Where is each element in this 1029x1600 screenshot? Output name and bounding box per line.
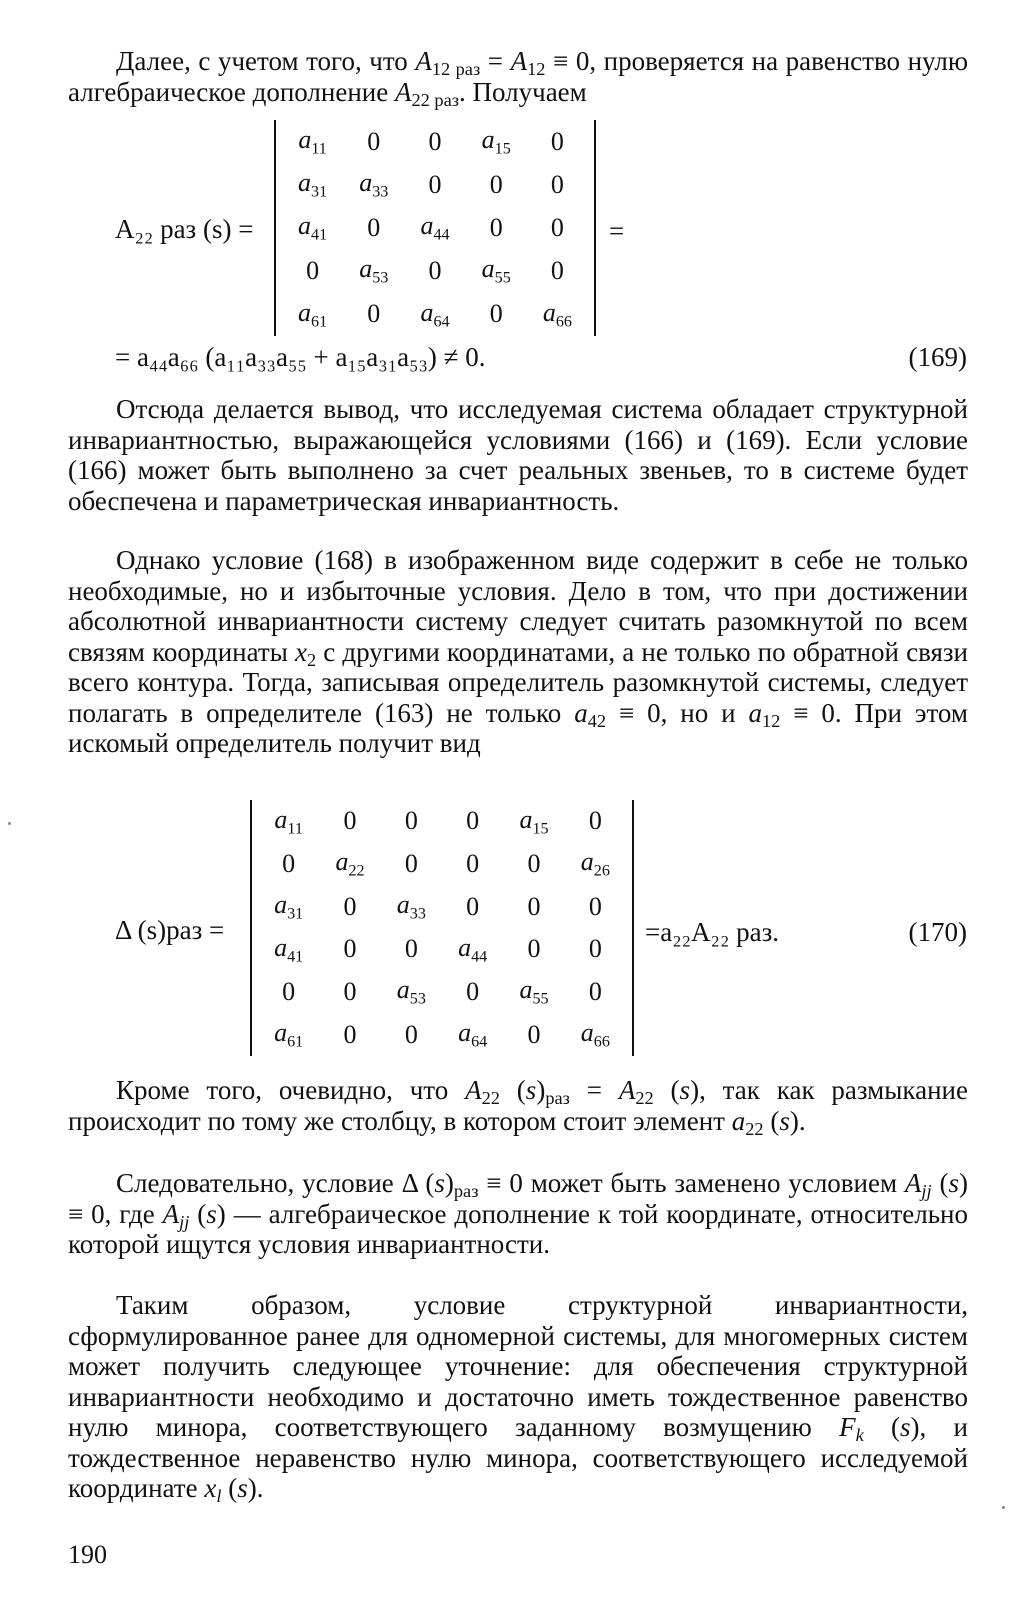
matrix-cell: 0 bbox=[588, 976, 602, 1006]
matrix-cell: 0 bbox=[527, 891, 541, 921]
page-number: 190 bbox=[68, 1540, 107, 1569]
matrix-cell: 0 bbox=[282, 848, 296, 878]
matrix-cell: 0 bbox=[550, 126, 564, 156]
matrix-cell: $a_{33}$ bbox=[359, 167, 389, 201]
matrix-cell: $a_{41}$ bbox=[298, 211, 328, 244]
matrix-cell: $a_{61}$ bbox=[298, 297, 328, 331]
matrix-cell: $a_{33}$ bbox=[396, 889, 426, 923]
matrix-cell: $a_{44}$ bbox=[458, 932, 488, 966]
paragraph-moreover: Кроме того, очевидно, что $A_{22}$ $(s)_{раз} = A_{22}$ (s), так как размыкание происходит по тому же столбцу, в котором стоит элемент $a_{22}$ (s). bbox=[68, 1075, 968, 1139]
formula-a12raz: A bbox=[415, 46, 432, 76]
determinant-170 bbox=[250, 800, 634, 1056]
matrix-cell: $a_{44}$ bbox=[420, 211, 450, 244]
matrix-cell: 0 bbox=[466, 806, 480, 836]
matrix-cell: 0 bbox=[404, 806, 418, 836]
eq170-rhs: =a₂₂A₂₂ раз. bbox=[645, 917, 780, 947]
matrix-cell: $a_{64}$ bbox=[458, 1017, 488, 1051]
matrix-cell: 0 bbox=[588, 934, 602, 964]
matrix-cell: 0 bbox=[282, 976, 296, 1006]
matrix-cell: 0 bbox=[367, 299, 381, 329]
formula-a22raz: A bbox=[394, 76, 412, 107]
matrix-cell: 0 bbox=[550, 212, 564, 242]
matrix-cell: $a_{15}$ bbox=[481, 124, 511, 158]
matrix-cell: 0 bbox=[550, 169, 564, 199]
matrix-cell: 0 bbox=[367, 126, 381, 156]
matrix-cell: 0 bbox=[489, 169, 503, 199]
matrix-cell: 0 bbox=[466, 891, 480, 921]
equation-number-170: (170) bbox=[908, 917, 967, 947]
matrix-cell: 0 bbox=[489, 299, 503, 329]
matrix-cell: 0 bbox=[428, 126, 442, 156]
matrix-cell: $a_{11}$ bbox=[298, 124, 327, 158]
matrix-cell: $a_{11}$ bbox=[274, 804, 303, 838]
paragraph-summary: Таким образом, условие структурной инвариантности, сформулированное ранее для одномерной системы, для многомерных систем может получить следующее уточнение: для обеспечения структурной инвариантности необходимо и достаточно иметь тождественное равенство нулю минора, соответствующего заданному возмущению $F_k$ (s), и тождественное неравенство нулю минора, соответствующего исследуемой координате $x_l$ (s). bbox=[68, 1290, 968, 1507]
eq169-result: = a₄₄a₆₆ (a₁₁a₃₃a₅₅ + a₁₅a₃₁a₅₃) ≠ 0. bbox=[115, 342, 486, 372]
matrix-cell: $a_{64}$ bbox=[420, 297, 450, 331]
equation-number-169: (169) bbox=[908, 342, 967, 372]
scan-speck bbox=[8, 822, 11, 825]
paragraph-intro: Далее, с учетом того, что $A_{12 раз} = A_{12} \equiv 0$, проверяется на равенство нулю алгебраическое дополнение $A_{22 раз}$. Получаем bbox=[68, 46, 969, 110]
matrix-cell: 0 bbox=[404, 1019, 418, 1049]
matrix-cell: 0 bbox=[428, 169, 442, 199]
matrix-cell: $a_{61}$ bbox=[274, 1017, 304, 1051]
matrix-cell: $a_{66}$ bbox=[580, 1017, 610, 1051]
matrix-cell: $a_{55}$ bbox=[481, 254, 511, 288]
matrix-cell: 0 bbox=[527, 1019, 541, 1049]
determinant-169 bbox=[274, 120, 596, 336]
matrix-cell: 0 bbox=[343, 934, 357, 964]
scan-speck bbox=[1002, 1506, 1005, 1509]
matrix-cell: 0 bbox=[466, 976, 480, 1006]
matrix-cell: 0 bbox=[527, 934, 541, 964]
matrix-cell: $a_{22}$ bbox=[335, 847, 365, 880]
matrix-cell: $a_{53}$ bbox=[359, 254, 389, 288]
matrix-cell: 0 bbox=[343, 806, 357, 836]
matrix-cell: $a_{55}$ bbox=[519, 975, 549, 1008]
matrix-cell: $a_{26}$ bbox=[580, 847, 610, 880]
paragraph-therefore: Следовательно, условие Δ $(s)_{раз} \equiv 0$ может быть заменено условием $A_{jj}$ (s) ≡ 0, где $A_{jj}$ (s) — алгебраическое дополнение к той координате, относительно которой ищутся условия инвариантности. bbox=[68, 1168, 968, 1259]
paragraph-conclusion: Отсюда делается вывод, что исследуемая система обладает структурной инвариантностью, выражающейся условиями (166) и (169). Если условие (166) может быть выполнено за счет реальных звеньев, то в системе будет обеспечена и параметрическая инвариантность. bbox=[68, 394, 968, 516]
eq170-lhs: Δ (s)раз = bbox=[115, 915, 225, 945]
matrix-cell: $a_{66}$ bbox=[542, 297, 572, 331]
eq169-lhs: A₂₂ раз (s) = bbox=[115, 214, 254, 244]
matrix-cell: $a_{41}$ bbox=[274, 932, 304, 966]
matrix-cell: 0 bbox=[367, 212, 381, 242]
matrix-cell: $a_{53}$ bbox=[396, 975, 426, 1008]
matrix-cell: 0 bbox=[550, 256, 564, 286]
eq169-equals: = bbox=[609, 216, 625, 246]
matrix-cell: 0 bbox=[343, 1019, 357, 1049]
matrix-cell: $a_{31}$ bbox=[298, 167, 328, 201]
matrix-cell: 0 bbox=[588, 891, 602, 921]
matrix-cell: 0 bbox=[527, 848, 541, 878]
matrix-cell: 0 bbox=[306, 256, 320, 286]
matrix-cell: 0 bbox=[404, 848, 418, 878]
matrix-cell: 0 bbox=[428, 256, 442, 286]
matrix-cell: $a_{15}$ bbox=[519, 804, 549, 838]
matrix-cell: 0 bbox=[404, 934, 418, 964]
matrix-cell: 0 bbox=[343, 976, 357, 1006]
matrix-cell: 0 bbox=[343, 891, 357, 921]
matrix-cell: 0 bbox=[588, 806, 602, 836]
matrix-cell: 0 bbox=[489, 212, 503, 242]
matrix-cell: $a_{31}$ bbox=[274, 889, 304, 923]
matrix-cell: 0 bbox=[466, 848, 480, 878]
paragraph-however: Однако условие (168) в изображенном виде содержит в себе не только необходимые, но и избыточные условия. Дело в том, что при достижении абсолютной инвариантности систему следует считать разомкнутой по всем связям координаты $x_2$ с другими координатами, а не только по обратной связи всего контура. Тогда, записывая определитель разомкнутой системы, следует полагать в определителе (163) не только $a_{42} \equiv 0$, но и $a_{12} \equiv 0$. При этом искомый определитель получит вид bbox=[68, 545, 969, 758]
